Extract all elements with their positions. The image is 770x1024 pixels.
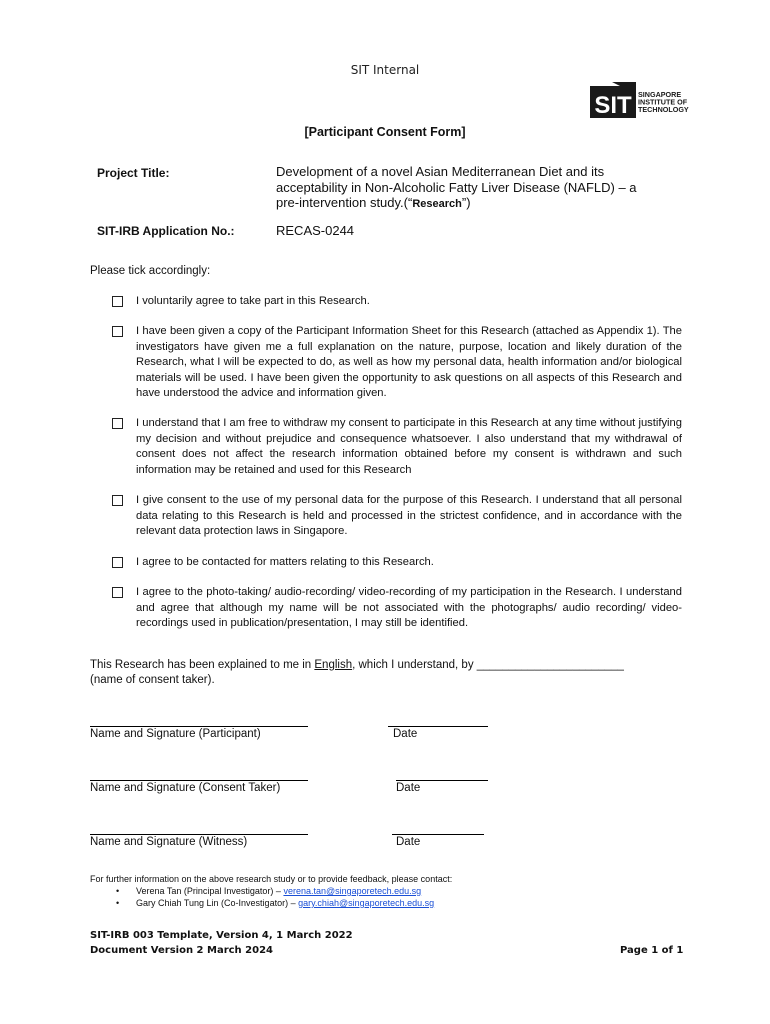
consent-item (112, 294, 682, 310)
logo-line2: INSTITUTE OF (638, 97, 688, 107)
consent-item (112, 493, 682, 540)
instructions: Please tick accordingly: (90, 265, 211, 277)
explained-language: English (314, 659, 353, 671)
participant-date-label: Date (393, 728, 418, 740)
logo-line3: TECHNOLOGY (638, 105, 689, 114)
explained-statement (90, 658, 680, 688)
consent-checkbox[interactable] (112, 296, 123, 307)
explained-suffix: (name of consent taker). (90, 674, 215, 686)
explained-middle: , which I understand, by _______________________ (352, 659, 624, 671)
consent-text: I voluntarily agree to take part in this Research. (136, 295, 370, 307)
participant-signature-line[interactable] (90, 726, 308, 727)
form-title: [Participant Consent Form] (304, 125, 466, 139)
consent-checkbox[interactable] (112, 587, 123, 598)
consent-taker-date-line[interactable] (396, 780, 488, 781)
footer-template: SIT-IRB 003 Template, Version 4, 1 March 2022 (90, 930, 353, 941)
consent-checkbox[interactable] (112, 495, 123, 506)
consent-checkbox[interactable] (112, 557, 123, 568)
consent-text: I have been given a copy of the Participant Information Sheet for this Research (attached as Appendix 1). The investigators have given me a full explanation on the nature, purpose, location and likely duration of the Research, what I will be expected to do, as well as how my personal data, health information and/or biological materials will be used. I have been given the opportunity to ask questions on all aspects of this Research and have understood the advice and information given. (136, 325, 682, 399)
footer-page: Page 1 of 1 (620, 945, 684, 956)
contact-prefix: Gary Chiah Tung Lin (Co-Investigator) – (136, 898, 296, 908)
contact-email-link[interactable]: verena.tan@singaporetech.edu.sg (283, 886, 422, 896)
internal-label: SIT Internal (350, 63, 420, 77)
witness-signature-line[interactable] (90, 834, 308, 835)
consent-item (112, 585, 682, 632)
irb-label: SIT-IRB Application No.: (97, 224, 235, 238)
consent-text: I agree to the photo-taking/ audio-recording/ video-recording of my participation in the Research. I understand and agree that although my name will be not associated with the photographs/ audio recording/ video-recordings used in publication/presentation, I may still be identified. (136, 586, 682, 629)
sit-logo (590, 80, 689, 122)
project-title-bold: Research (412, 198, 462, 210)
participant-signature-label: Name and Signature (Participant) (90, 728, 261, 740)
contact-email-link[interactable]: gary.chiah@singaporetech.edu.sg (298, 898, 435, 908)
footer-doc-version: Document Version 2 March 2024 (90, 945, 273, 956)
consent-checkbox[interactable] (112, 326, 123, 337)
witness-signature-label: Name and Signature (Witness) (90, 836, 248, 848)
bullet-icon: • (116, 898, 120, 908)
consent-taker-signature-line[interactable] (90, 780, 308, 781)
explained-prefix: This Research has been explained to me in (90, 659, 315, 671)
project-title-label: Project Title: (97, 166, 170, 180)
consent-text: I agree to be contacted for matters relating to this Research. (136, 556, 434, 568)
consent-checkbox[interactable] (112, 418, 123, 429)
witness-date-label: Date (396, 836, 421, 848)
logo-mark: SIT (594, 92, 632, 119)
consent-item (112, 324, 682, 402)
logo-line1: SINGAPORE (638, 90, 682, 99)
consent-text: I understand that I am free to withdraw my consent to participate in this Research at any time without justifying my decision and without prejudice and consequence whatsoever. I also understand that my withdrawal of consent does not affect the research information obtained before my consent is withdrawn and such information may be retained and used for this Research (136, 417, 682, 476)
project-title-end: ”) (461, 195, 471, 210)
participant-date-line[interactable] (388, 726, 488, 727)
project-title-text: Development of a novel Asian Mediterranean Diet and its acceptability in Non-Alcoholic Fatty Liver Disease (NAFLD) – a pre-intervention study.(“ (276, 164, 637, 210)
bullet-icon: • (116, 886, 120, 896)
witness-date-line[interactable] (392, 834, 484, 835)
consent-item (112, 555, 682, 571)
irb-value: RECAS-0244 (276, 223, 355, 238)
consent-taker-date-label: Date (396, 782, 421, 794)
contact-prefix: Verena Tan (Principal Investigator) – (136, 886, 281, 896)
consent-taker-signature-label: Name and Signature (Consent Taker) (90, 782, 281, 794)
contact-intro: For further information on the above research study or to provide feedback, please contact: (90, 874, 453, 884)
contact-item (116, 898, 434, 908)
consent-item (112, 416, 682, 478)
consent-text: I give consent to the use of my personal data for the purpose of this Research. I understand that all personal data relating to this Research is held and processed in the strictest confidence, and in accordance with the relevant data protection laws in Singapore. (136, 494, 682, 537)
contact-item (116, 886, 421, 896)
project-title-value (276, 164, 646, 213)
